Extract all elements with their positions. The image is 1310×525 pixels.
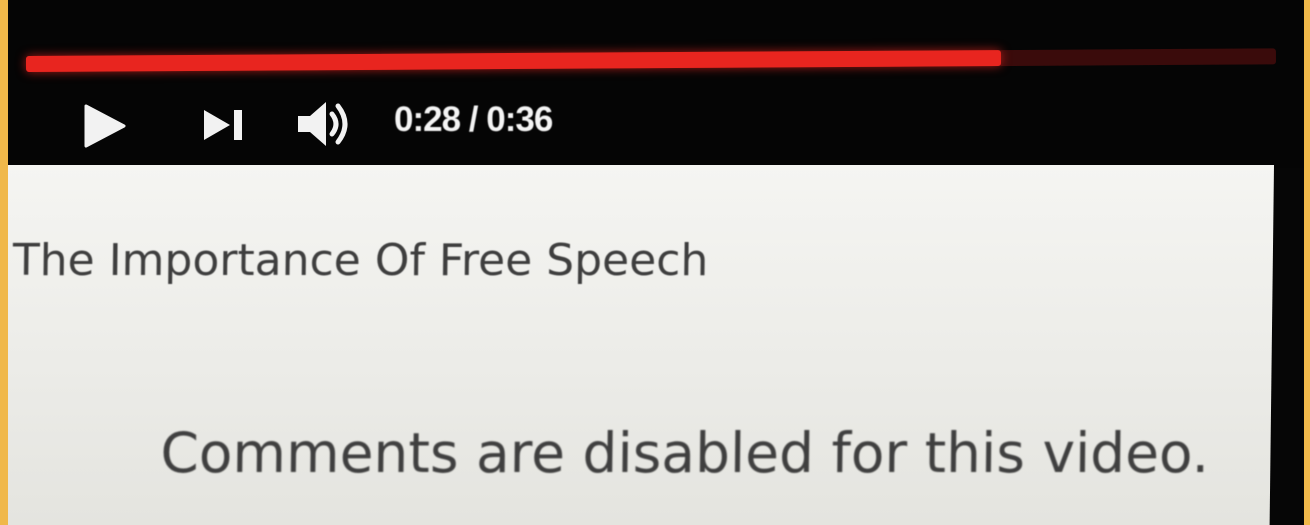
video-title: The Importance Of Free Speech [12, 235, 709, 286]
volume-button[interactable] [294, 96, 356, 152]
play-button[interactable] [76, 100, 128, 152]
duration: 0:36 [486, 100, 553, 139]
next-video-button[interactable] [198, 102, 248, 148]
comments-disabled-message: Comments are disabled for this video. [160, 421, 1210, 485]
current-time: 0:28 [394, 100, 461, 139]
time-display [394, 100, 552, 140]
play-icon [76, 100, 128, 152]
video-player-frame [8, 0, 1304, 525]
volume-icon [294, 96, 356, 152]
player-controls-bar [8, 0, 1304, 168]
progress-bar-fill [26, 50, 1001, 72]
skip-next-icon [198, 102, 248, 148]
time-separator: / [468, 100, 478, 139]
progress-bar[interactable] [26, 48, 1276, 72]
video-info-panel [8, 165, 1274, 525]
